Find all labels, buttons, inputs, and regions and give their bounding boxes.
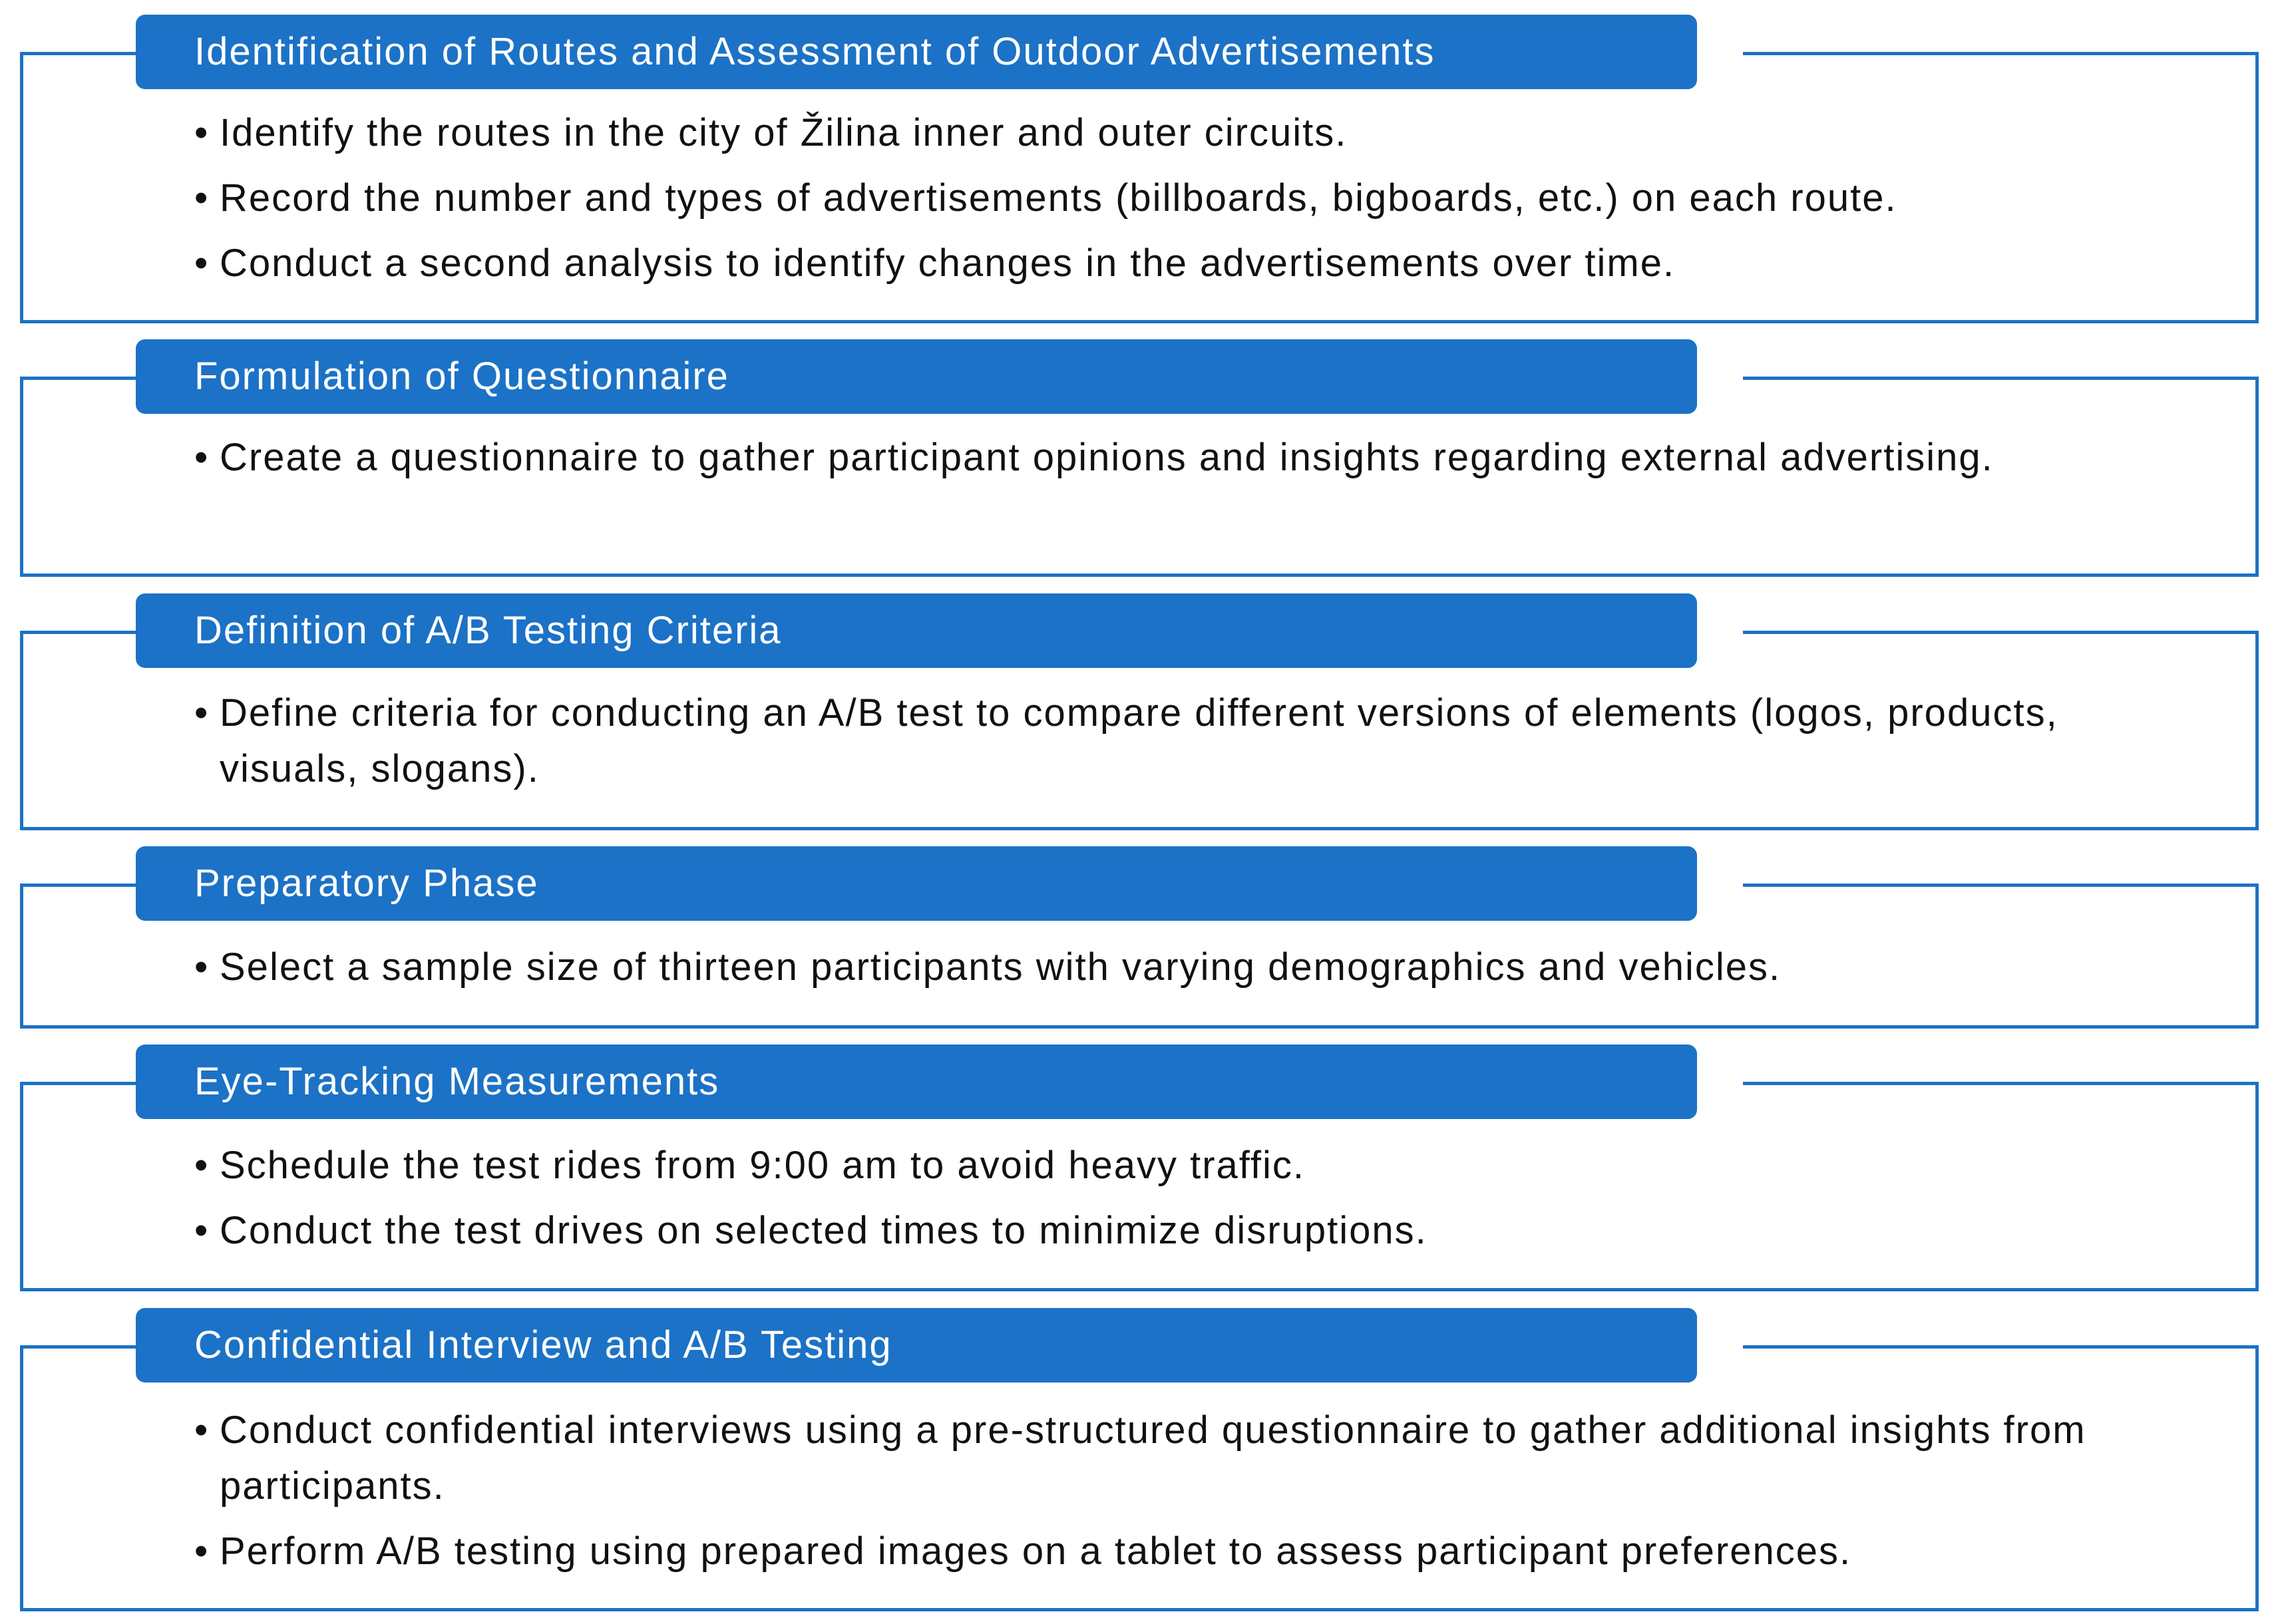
step-header: Definition of A/B Testing Criteria	[136, 593, 1697, 668]
step-header: Confidential Interview and A/B Testing	[136, 1308, 1697, 1382]
step-bullet-list	[194, 430, 2124, 495]
bullet-icon: •	[194, 1530, 210, 1573]
list-item	[194, 685, 2124, 797]
step-bullet-list	[194, 939, 2124, 1005]
step-header: Identification of Routes and Assessment of Outdoor Advertisements	[136, 15, 1697, 89]
bullet-icon: •	[194, 111, 210, 154]
list-item	[194, 236, 2124, 291]
list-item	[194, 1524, 2124, 1579]
bullet-text: Create a questionnaire to gather participant opinions and insights regarding external advertising.	[220, 436, 1994, 479]
bullet-icon: •	[194, 1209, 210, 1252]
bullet-text: Schedule the test rides from 9:00 am to avoid heavy traffic.	[220, 1144, 1305, 1187]
bullet-text: Conduct a second analysis to identify changes in the advertisements over time.	[220, 242, 1676, 285]
bullet-text: Define criteria for conducting an A/B test to compare different versions of elements (logos, products, visuals, slogans).	[220, 691, 2058, 790]
bullet-icon: •	[194, 1408, 210, 1452]
list-item	[194, 939, 2124, 995]
list-item	[194, 105, 2124, 161]
bullet-text: Identify the routes in the city of Žilina inner and outer circuits.	[220, 111, 1348, 154]
bullet-text: Record the number and types of advertisements (billboards, bigboards, etc.) on each route.	[220, 176, 1897, 220]
list-item	[194, 430, 2124, 486]
list-item	[194, 1402, 2124, 1514]
bullet-icon: •	[194, 176, 210, 220]
bullet-icon: •	[194, 691, 210, 734]
bullet-text: Conduct confidential interviews using a pre-structured questionnaire to gather additional insights from participants.	[220, 1408, 2086, 1508]
step-header: Formulation of Questionnaire	[136, 339, 1697, 414]
bullet-icon: •	[194, 436, 210, 479]
list-item	[194, 1203, 2124, 1259]
step-bullet-list	[194, 685, 2124, 806]
step-bullet-list	[194, 1138, 2124, 1268]
step-header: Eye-Tracking Measurements	[136, 1045, 1697, 1119]
bullet-icon: •	[194, 1144, 210, 1187]
step-header: Preparatory Phase	[136, 846, 1697, 921]
step-bullet-list	[194, 105, 2124, 301]
bullet-icon: •	[194, 242, 210, 285]
bullet-text: Select a sample size of thirteen participants with varying demographics and vehicles.	[220, 945, 1782, 989]
list-item	[194, 1138, 2124, 1194]
bullet-icon: •	[194, 945, 210, 989]
list-item	[194, 170, 2124, 226]
bullet-text: Perform A/B testing using prepared images on a tablet to assess participant preferences.	[220, 1530, 1852, 1573]
bullet-text: Conduct the test drives on selected times to minimize disruptions.	[220, 1209, 1427, 1252]
step-bullet-list	[194, 1402, 2124, 1589]
